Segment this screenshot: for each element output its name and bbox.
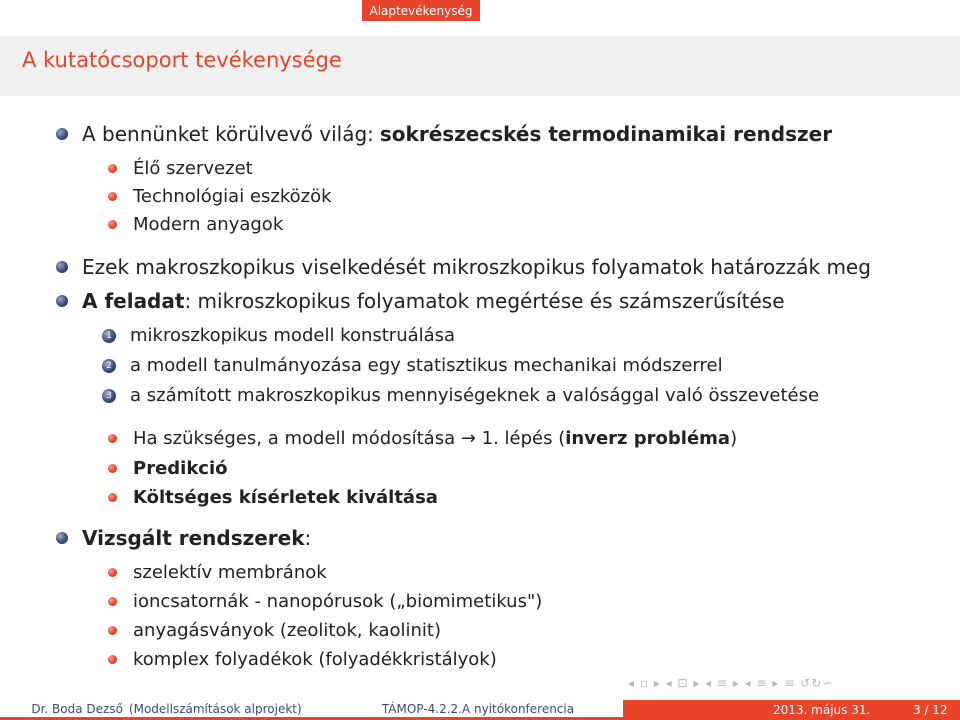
sub-bullet xyxy=(108,562,327,583)
enum-item xyxy=(102,355,723,376)
enum-item xyxy=(102,325,455,346)
enum-item xyxy=(102,385,819,406)
enum-number-icon: 1 xyxy=(102,329,116,343)
bullet-1-bold: sokrészecskés termodinamikai rendszer xyxy=(379,122,833,146)
sub-bullet-ball-icon xyxy=(108,164,117,173)
sub-bullet-text: Ha szükséges, a modell módosítása → 1. lépés ( xyxy=(133,428,566,449)
sub-bullet xyxy=(108,649,497,670)
sub-bullet xyxy=(108,487,438,508)
sub-bullet-ball-icon xyxy=(108,626,117,635)
beamer-navigation-icons[interactable]: ◂ ▫ ▸ ◂ ⊡ ▸ ◂ ≡ ▸ ◂ ≡ ▸ ≡ ↺↻∽ xyxy=(628,676,834,690)
sub-bullet xyxy=(108,158,253,179)
enum-item-text: a számított makroszkopikus mennyiségeknek a valósággal való összevetése xyxy=(130,385,820,406)
bullet-ball-icon xyxy=(56,295,68,307)
sub-bullet xyxy=(108,428,737,449)
sub-bullet-text: Technológiai eszközök xyxy=(133,186,332,207)
sub-bullet-ball-icon xyxy=(108,655,117,664)
sub-bullet-text: ioncsatornák - nanopórusok („biomimetikus") xyxy=(133,591,543,612)
footer-author: Dr. Boda Dezső xyxy=(31,701,123,716)
bullet-2 xyxy=(56,255,871,279)
slide-title: A kutatócsoport tevékenysége xyxy=(22,48,342,72)
bullet-ball-icon xyxy=(56,261,68,273)
sub-bullet-text: szelektív membránok xyxy=(133,562,327,583)
sub-bullet-text: Predikció xyxy=(133,458,228,479)
footer-author-section xyxy=(0,700,333,720)
sub-bullet xyxy=(108,620,441,641)
footer-date-section xyxy=(623,700,960,720)
footer-bar xyxy=(0,700,960,720)
sub-bullet-ball-icon xyxy=(108,434,117,443)
footer-event-section xyxy=(333,700,623,720)
sub-bullet-text: komplex folyadékok (folyadékkristályok) xyxy=(133,649,497,670)
bullet-ball-icon xyxy=(56,532,68,544)
bullet-1-text: A bennünket körülvevő világ: xyxy=(82,122,374,146)
enum-item-text: mikroszkopikus modell konstruálása xyxy=(130,325,456,346)
footer-event: TÁMOP-4.2.2.A nyitókonferencia xyxy=(381,701,575,716)
enum-item-text: a modell tanulmányozása egy statisztikus mechanikai módszerrel xyxy=(130,355,723,376)
sub-bullet-end: ) xyxy=(730,428,738,449)
sub-bullet-text: Modern anyagok xyxy=(133,214,284,235)
footer-group: (Modellszámítások alprojekt) xyxy=(128,701,302,716)
bullet-3-text: : mikroszkopikus folyamatok megértése és számszerűsítése xyxy=(184,289,785,313)
bullet-4-text: : xyxy=(304,526,312,550)
sub-bullet-ball-icon xyxy=(108,220,117,229)
sub-bullet xyxy=(108,186,332,207)
bullet-4 xyxy=(56,526,311,550)
sub-bullet-text: Élő szervezet xyxy=(133,158,253,179)
bullet-1 xyxy=(56,122,832,146)
sub-bullet-ball-icon xyxy=(108,464,117,473)
bullet-3-bold: A feladat xyxy=(82,289,185,313)
footer-page-number: 3 / 12 xyxy=(913,703,948,717)
bullet-ball-icon xyxy=(56,128,68,140)
bullet-3 xyxy=(56,289,785,313)
footer-date: 2013. május 31. xyxy=(773,703,871,717)
sub-bullet-ball-icon xyxy=(108,597,117,606)
sub-bullet-ball-icon xyxy=(108,568,117,577)
sub-bullet-ball-icon xyxy=(108,493,117,502)
sub-bullet-bold: inverz probléma xyxy=(565,428,731,449)
sub-bullet-text: Költséges kísérletek kiváltása xyxy=(133,487,438,508)
enum-number-icon: 3 xyxy=(102,389,116,403)
bullet-4-bold: Vizsgált rendszerek xyxy=(82,526,305,550)
sub-bullet xyxy=(108,458,228,479)
sub-bullet-text: anyagásványok (zeolitok, kaolinit) xyxy=(133,620,441,641)
sub-bullet xyxy=(108,214,283,235)
enum-number-icon: 2 xyxy=(102,359,116,373)
sub-bullet xyxy=(108,591,542,612)
sub-bullet-ball-icon xyxy=(108,192,117,201)
section-tab[interactable]: Alaptevékenység xyxy=(362,0,480,21)
bullet-2-text: Ezek makroszkopikus viselkedését mikroszkopikus folyamatok határozzák meg xyxy=(82,255,871,279)
